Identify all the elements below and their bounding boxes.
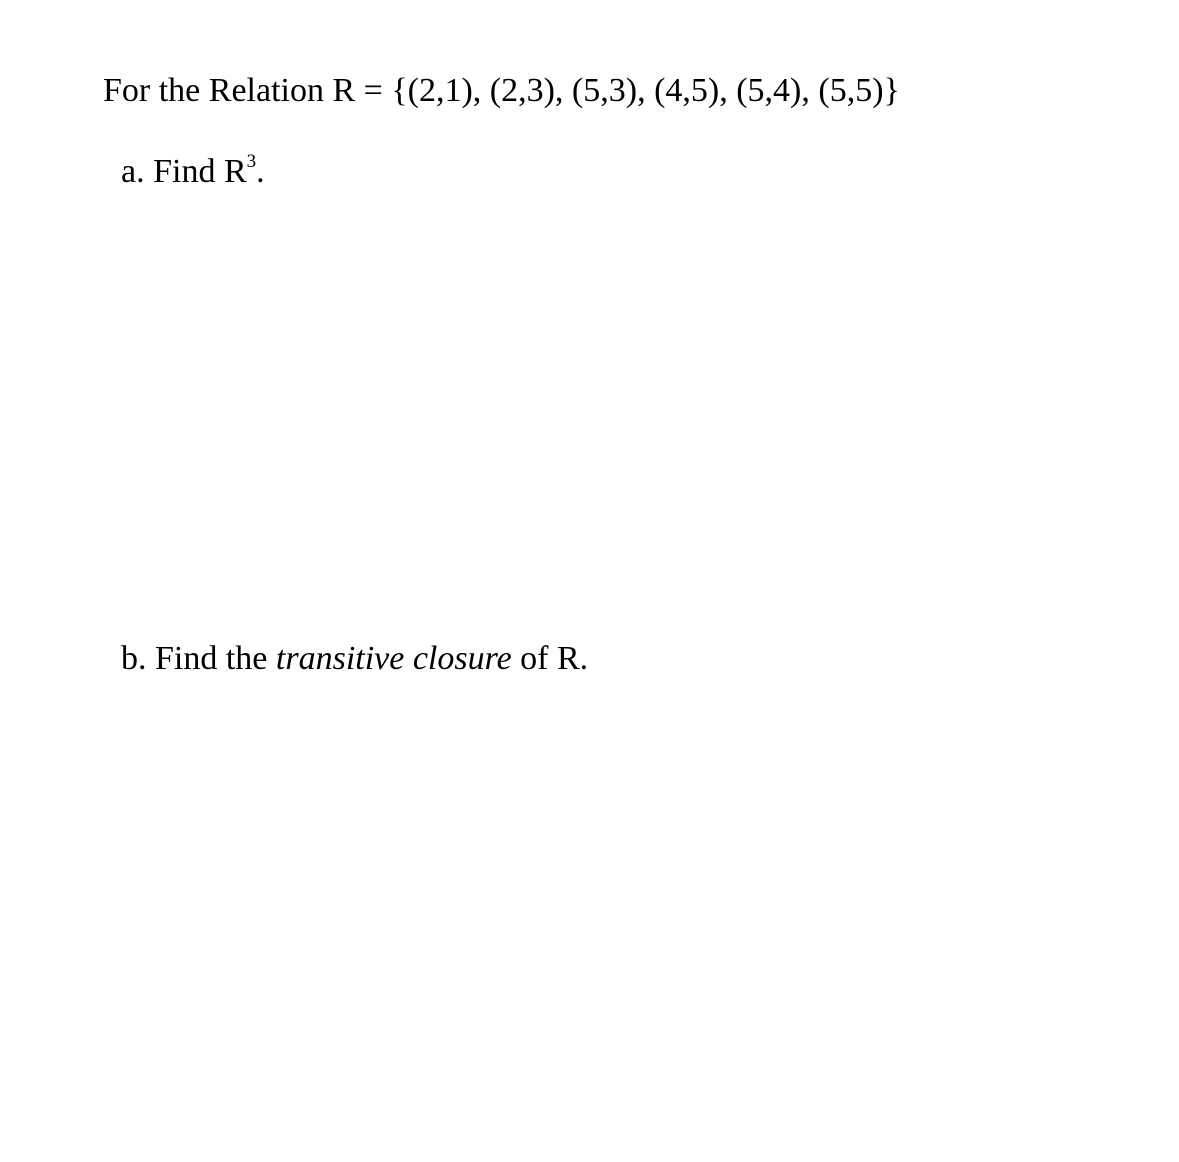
question-a bbox=[121, 151, 265, 190]
question-b-lead: b. Find the bbox=[121, 640, 276, 677]
question-a-tail: . bbox=[256, 153, 265, 190]
problem-lead: For the Relation R = bbox=[103, 72, 392, 109]
question-a-exponent: 3 bbox=[246, 151, 257, 172]
question-b bbox=[121, 642, 588, 676]
question-a-label: a. Find R bbox=[121, 153, 247, 190]
question-b-tail: of R. bbox=[511, 640, 589, 677]
problem-statement bbox=[103, 74, 900, 108]
question-b-emphasis: transitive closure bbox=[275, 640, 512, 677]
relation-set: {(2,1), (2,3), (5,3), (4,5), (5,4), (5,5)} bbox=[391, 72, 900, 109]
